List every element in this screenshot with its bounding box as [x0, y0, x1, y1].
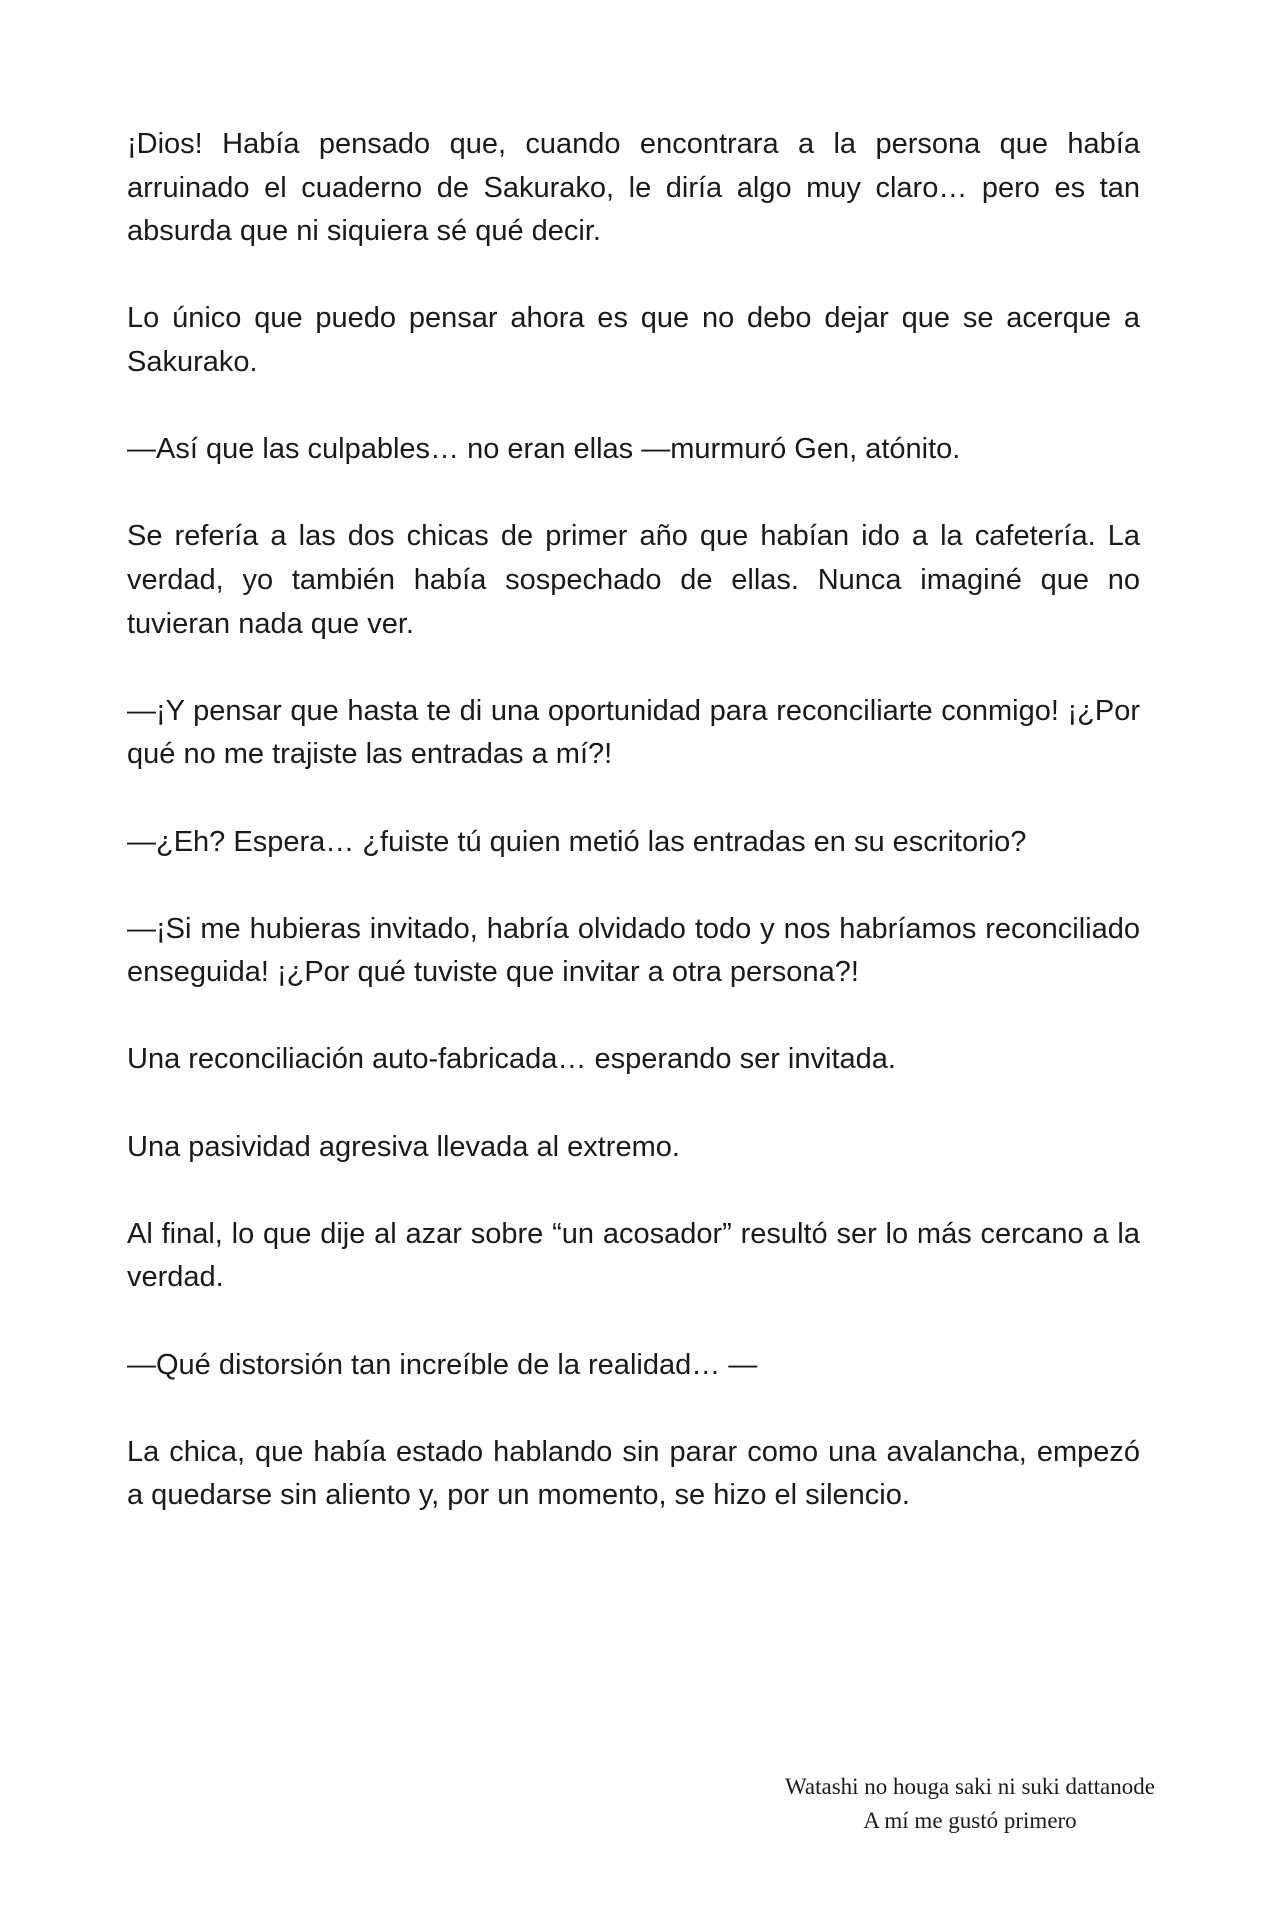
paragraph: Una reconciliación auto-fabricada… esperando ser invitada. — [127, 1043, 896, 1076]
page-body-text — [127, 123, 1140, 1562]
paragraph: —¿Eh? Espera… ¿fuiste tú quien metió las entradas en su escritorio? — [127, 825, 1027, 858]
paragraph: La chica, que había estado hablando sin parar como una avalancha, empezó a quedarse sin aliento y, por un momento, se hizo el silencio. — [127, 1435, 1140, 1512]
footer-title-spanish: A mí me gustó primero — [863, 1808, 1077, 1833]
paragraph: —Qué distorsión tan increíble de la realidad… — — [127, 1348, 758, 1381]
paragraph: Lo único que puedo pensar ahora es que no debo dejar que se acerque a Sakurako. — [127, 302, 1140, 378]
paragraph: Se refería a las dos chicas de primer año que habían ido a la cafetería. La verdad, yo también había sospechado de ellas. Nunca imaginé que no tuvieran nada que ver. — [127, 520, 1140, 640]
paragraph: ¡Dios! Había pensado que, cuando encontrara a la persona que había arruinado el cuaderno de Sakurako, le diría algo muy claro… pero es tan absurda que ni siquiera sé qué decir. — [127, 128, 1140, 248]
footer-title-romaji: Watashi no houga saki ni suki dattanode — [785, 1774, 1155, 1799]
paragraph: Una pasividad agresiva llevada al extremo. — [127, 1130, 680, 1163]
page-footer — [740, 1770, 1200, 1838]
paragraph: —¡Y pensar que hasta te di una oportunidad para reconciliarte conmigo! ¡¿Por qué no me trajiste las entradas a mí?! — [127, 694, 1140, 771]
paragraph: —Así que las culpables… no eran ellas —murmuró Gen, atónito. — [127, 433, 961, 466]
paragraph: —¡Si me hubieras invitado, habría olvidado todo y nos habríamos reconciliado enseguida! ¡¿Por qué tuviste que invitar a otra persona?! — [127, 912, 1140, 989]
paragraph: Al final, lo que dije al azar sobre “un acosador” resultó ser lo más cercano a la verdad. — [127, 1217, 1140, 1294]
